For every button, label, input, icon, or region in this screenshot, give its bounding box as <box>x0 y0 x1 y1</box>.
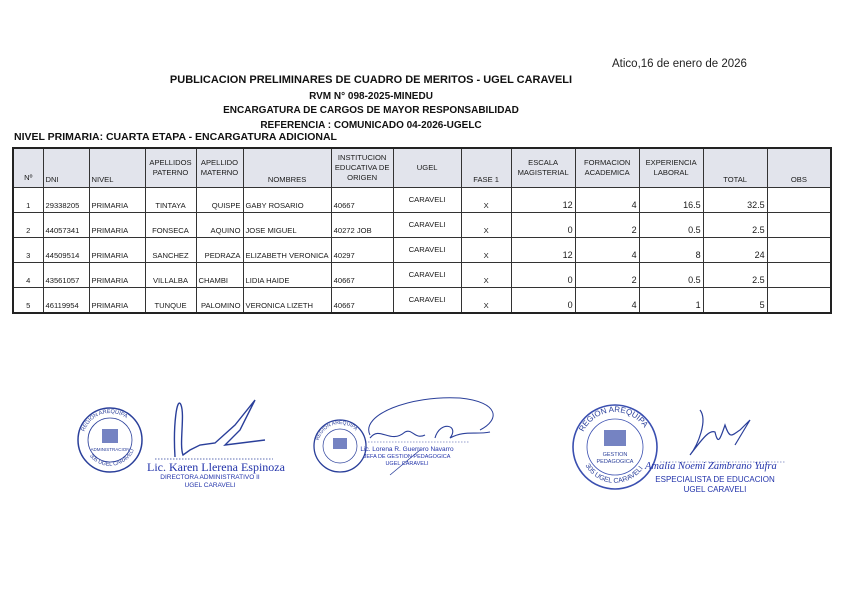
signature-2-role: JEFA DE GESTION PEDAGOGICA <box>363 454 451 460</box>
cell-institucion: 40297 <box>331 238 393 263</box>
cell-dni: 43561057 <box>43 263 89 288</box>
table-row <box>13 238 831 263</box>
cell-total: 2.5 <box>703 213 767 238</box>
svg-text:PEDAGOGICA: PEDAGOGICA <box>596 459 634 465</box>
signature-karen <box>145 385 275 465</box>
cell-fase1: X <box>461 288 511 314</box>
col-header-nivel: NIVEL <box>89 148 145 188</box>
cell-apellido-paterno: TUNQUE <box>145 288 196 314</box>
cell-nombres: VERONICA LIZETH <box>243 288 331 314</box>
cell-dni: 46119954 <box>43 288 89 314</box>
table-row <box>13 288 831 314</box>
cell-formacion: 4 <box>575 238 639 263</box>
document-subtitle: ENCARGATURA DE CARGOS DE MAYOR RESPONSABILIDAD <box>223 105 519 116</box>
cell-escala: 0 <box>511 288 575 314</box>
cell-obs <box>767 288 831 314</box>
rvm-number: RVM N° 098-2025-MINEDU <box>309 91 433 102</box>
col-header-escala: ESCALA MAGISTERIAL <box>511 148 575 188</box>
cell-total: 32.5 <box>703 188 767 213</box>
col-header-ugel: UGEL <box>393 148 461 188</box>
col-header-dni: DNI <box>43 148 89 188</box>
svg-text:REGION AREQUIPA: REGION AREQUIPA <box>80 408 129 433</box>
cell-nombres: LIDIA HAIDE <box>243 263 331 288</box>
table-row <box>13 263 831 288</box>
signature-amalia <box>660 400 790 470</box>
cell-apellido-paterno: SANCHEZ <box>145 238 196 263</box>
cell-nombres: ELIZABETH VERONICA <box>243 238 331 263</box>
cell-apellido-paterno: TINTAYA <box>145 188 196 213</box>
signature-1-role: DIRECTORA ADMINISTRATIVO II <box>160 474 260 481</box>
cell-ugel: CARAVELI <box>393 213 461 238</box>
table-header-row <box>13 148 831 188</box>
cell-obs <box>767 213 831 238</box>
cell-nombres: GABY ROSARIO <box>243 188 331 213</box>
cell-n: 4 <box>13 263 43 288</box>
cell-institucion: 40667 <box>331 263 393 288</box>
cell-formacion: 2 <box>575 213 639 238</box>
svg-text:GESTION: GESTION <box>602 452 628 458</box>
cell-obs <box>767 188 831 213</box>
cell-nivel: PRIMARIA <box>89 263 145 288</box>
cell-ugel: CARAVELI <box>393 263 461 288</box>
svg-text:305 UGEL CARAVELI: 305 UGEL CARAVELI <box>88 448 136 468</box>
cell-nivel: PRIMARIA <box>89 213 145 238</box>
cell-institucion: 40667 <box>331 188 393 213</box>
cell-nivel: PRIMARIA <box>89 288 145 314</box>
cell-formacion: 4 <box>575 188 639 213</box>
cell-fase1: X <box>461 213 511 238</box>
cell-nivel: PRIMARIA <box>89 238 145 263</box>
cell-dni: 29338205 <box>43 188 89 213</box>
cell-fase1: X <box>461 263 511 288</box>
col-header-apellido-paterno: APELLIDOS PATERNO <box>145 148 196 188</box>
cell-apellido-materno: CHAMBI <box>196 263 243 288</box>
cell-apellido-materno: QUISPE <box>196 188 243 213</box>
cell-nivel: PRIMARIA <box>89 188 145 213</box>
stamp-administracion <box>75 405 145 475</box>
cell-fase1: X <box>461 238 511 263</box>
section-title: NIVEL PRIMARIA: CUARTA ETAPA - ENCARGATURA ADICIONAL <box>14 131 337 143</box>
col-header-total: TOTAL <box>703 148 767 188</box>
cell-dni: 44509514 <box>43 238 89 263</box>
col-header-formacion: FORMACION ACADEMICA <box>575 148 639 188</box>
cell-total: 2.5 <box>703 263 767 288</box>
cell-obs <box>767 263 831 288</box>
cell-escala: 0 <box>511 213 575 238</box>
cell-escala: 0 <box>511 263 575 288</box>
reference: REFERENCIA : COMUNICADO 04-2026-UGELC <box>260 120 482 131</box>
cell-institucion: 40667 <box>331 288 393 314</box>
cell-experiencia: 8 <box>639 238 703 263</box>
table-row <box>13 213 831 238</box>
document-title: PUBLICACION PRELIMINARES DE CUADRO DE MERITOS - UGEL CARAVELI <box>169 74 573 86</box>
col-header-apellido-materno: APELLIDO MATERNO <box>196 148 243 188</box>
cell-apellido-paterno: FONSECA <box>145 213 196 238</box>
col-header-fase1: FASE 1 <box>461 148 511 188</box>
svg-text:REGION AREQUIPA: REGION AREQUIPA <box>577 404 650 434</box>
cell-experiencia: 16.5 <box>639 188 703 213</box>
signature-1-office: UGEL CARAVELI <box>184 482 236 489</box>
cell-n: 1 <box>13 188 43 213</box>
cell-experiencia: 1 <box>639 288 703 314</box>
cell-apellido-materno: AQUINO <box>196 213 243 238</box>
cell-total: 24 <box>703 238 767 263</box>
cell-n: 5 <box>13 288 43 314</box>
svg-text:REGION AREQUIPA: REGION AREQUIPA <box>314 419 359 442</box>
signature-2-office: UGEL CARAVELI <box>385 461 429 467</box>
cell-apellido-materno: PALOMINO <box>196 288 243 314</box>
cell-apellido-paterno: VILLALBA <box>145 263 196 288</box>
col-header-obs: OBS <box>767 148 831 188</box>
cell-escala: 12 <box>511 238 575 263</box>
col-header-n: Nº <box>13 148 43 188</box>
document-date: Atico,16 de enero de 2026 <box>612 58 747 70</box>
cell-ugel: CARAVELI <box>393 188 461 213</box>
cell-n: 2 <box>13 213 43 238</box>
cell-ugel: CARAVELI <box>393 238 461 263</box>
signature-1-name: Lic. Karen Llerena Espinoza <box>147 460 285 474</box>
signature-2-name: Lic. Lorena R. Guerrero Navarro <box>360 446 454 453</box>
cell-experiencia: 0.5 <box>639 263 703 288</box>
col-header-experiencia: EXPERIENCIA LABORAL <box>639 148 703 188</box>
cell-dni: 44057341 <box>43 213 89 238</box>
cell-apellido-materno: PEDRAZA <box>196 238 243 263</box>
cell-formacion: 4 <box>575 288 639 314</box>
table-row <box>13 188 831 213</box>
col-header-institucion: INSTITUCION EDUCATIVA DE ORIGEN <box>331 148 393 188</box>
cell-obs <box>767 238 831 263</box>
cell-nombres: JOSE MIGUEL <box>243 213 331 238</box>
signature-3-role: ESPECIALISTA DE EDUCACION <box>655 475 775 484</box>
cell-formacion: 2 <box>575 263 639 288</box>
cell-escala: 12 <box>511 188 575 213</box>
cell-ugel: CARAVELI <box>393 288 461 314</box>
signature-3-name: Amalia Noemi Zambrano Yufra <box>645 461 777 472</box>
signature-3-office: UGEL CARAVELI <box>683 485 747 494</box>
cell-total: 5 <box>703 288 767 314</box>
merit-table <box>12 147 832 314</box>
cell-n: 3 <box>13 238 43 263</box>
svg-text:305 UGEL CARAVELI: 305 UGEL CARAVELI <box>583 462 645 485</box>
cell-fase1: X <box>461 188 511 213</box>
col-header-nombres: NOMBRES <box>243 148 331 188</box>
cell-experiencia: 0.5 <box>639 213 703 238</box>
svg-text:ADMINISTRACION: ADMINISTRACION <box>90 447 130 452</box>
cell-institucion: 40272 JOB <box>331 213 393 238</box>
